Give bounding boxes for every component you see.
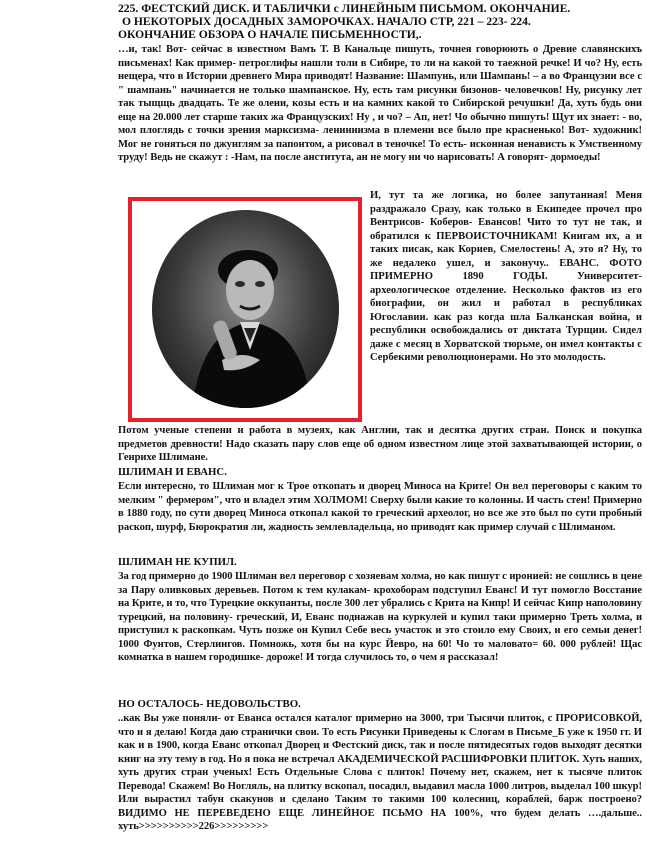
section-paragraph-discontent: ..как Вы уже поняли- от Еванса остался каталог примерно на 3000, три Тысячи плиток, с ПРОРИСОВКОЙ, что и я делаю! Когда даю странички свои. То есть Рисунки Приведены к Слогам в Письме_Б уже к 1950 гг. И как и в 1900, когда Еванс откопал Дворец и Фестский диск, так и после пятидесятых годов выходят десятки книг на эту тему в год. Но я пока не встречал АКАДЕМИЧЕСКОЙ РАСШИФРОВКИ ПЛИТОК. Хуть наших, хуть других стран ученых! Есть Отдельные Слова с плиток! Почему нет, скажем, нет к тысяче плиток Перевода! Скажем! Во Ногляль, на плитку вскопал, посадил, выдавил масла 1000 литров, выделал 100 шкур! Или вырастил табун скакунов и сделано Таким то такими 100 колесниц, кораблей, барж построено? ВИДИМО НЕ ПЕРЕВЕДЕНО ЕЩЕ ЛИНЕЙНОЕ ПСЬМО НА 100%, что будем делать ….дальше.. хуть>>>>>>>>>>226>>>>>>>>> bbox=[118, 713, 642, 832]
section-title-not-bought: ШЛИМАН НЕ КУПИЛ. bbox=[118, 556, 237, 568]
header-line-3: ОКОНЧАНИЕ ОБЗОРА О НАЧАЛЕ ПИСЬМЕННОСТИ,. bbox=[118, 28, 422, 42]
header-line-2: О НЕКОТОРЫХ ДОСАДНЫХ ЗАМОРОЧКАХ. НАЧАЛО СТР, 221 – 223- 224. bbox=[122, 15, 531, 29]
section-paragraph-not-bought: За год примерно до 1900 Шлиман вел переговор с хозяевам холма, но как пишут с иронией: не сошлись в цене за Пару оливковых деревьев. Потом к тем кулакам- крохоборам подступил Еванс! И тут помогло Восстание на Крите, и то, что Турецкие оккупанты, после 300 лет убрались с Крита на Кипр! И сейчас Кипр наполовину турецкий, на половину- греческий, И, Еванс поднажав на куркулей и купил таки примерно Треть холма, и приступил к раскопкам. Чуть позже он Купил Себе весь участок и это стоило ему Своих, и его семьи денег! 1000 Фунтов, Стерлингов. Помножь, хотя бы на курс Йевро, на 60! Чо то маловато= 60. 000 рублей! Щас комнатка в нашем городишке- дороже! И тогда случилось то, о чем я рассказал! bbox=[118, 571, 642, 663]
section-title-schliemann-evans: ШЛИМАН И ЕВАНС. bbox=[118, 466, 227, 478]
evans-photo-frame bbox=[128, 197, 362, 422]
page-header bbox=[118, 2, 640, 42]
header-line-1: 225. ФЕСТСКИЙ ДИСК. И ТАБЛИЧКИ с ЛИНЕЙНЫМ ПИСЬМОМ. ОКОНЧАНИЕ. bbox=[118, 2, 571, 15]
section-paragraph-schliemann-evans: Если интересно, то Шлиман мог к Трое откопать и дворец Миноса на Крите! Он вел переговоры с каким то мелким " фермером", что и владел этим ХОЛМОМ! Сверху были какие то колонны. И часть стен! Примерно в 1880 году, по сути дворец Миноса откопал какой то греческий археолог, но все же это был по сути пробный раскоп, шурф, Бюрократия ли, жадность землевладельца, но приводят как пример случай с Шлиманом. bbox=[118, 481, 642, 533]
portrait-silhouette bbox=[152, 210, 339, 408]
after-photo-paragraph: Потом ученые степени и работа в музеях, как Англии, так и десятка других стран. Поиск и покупка предметов древности! Надо сказать пару слов еще об одном известном лице этой захватывающей истории, о Генрихе Шлимане. bbox=[118, 425, 642, 463]
intro-paragraph: …и, так! Вот- сейчас в известном Вамъ Т. В Канальце пишуть, точнея говорюють о Древие славянскихъ письменах! Как пример- петроглифы нашли толи в Сибире, то ли на какой то таежной речке! И чо? Ну, есть нещера, что в Истории древнего Мира приводят! Название: Шампунь, или Шампань! – а во Французии все с " шампань" начинается не только шампанское. Ну, есть там рисунки бизонов- человечков! Ну, рисунку лет так тыщщь двадцать. Те же олени, козы есть и на камних какой то Сибирской речушки! Да, хуть будь они еще на 20.000 лет старше таких жа Французских! Ну , и чо? – Ап, нет! Чо обычно пишуть! Щут их знает: - во, мол плоглядь с точки зрения марксизма- лениннизма в племени все было пре красненько! Вот- художник! Мог не гоняться по джунглям за папонтом, а рисовал в теночке! То есть- исконная ненависть к Умственному труду! Ведь не скажут : -Нам, па после анститута, ан не могу ни чо нарисовать! А говорят- дормоеды! bbox=[118, 44, 642, 163]
evans-portrait-photo bbox=[152, 210, 339, 408]
section-title-discontent: НО ОСТАЛОСЬ- НЕДОВОЛЬСТВО. bbox=[118, 698, 301, 710]
side-paragraph: И, тут та же логика, но более запутанная! Меня раздражало Сразу, как только в Екипедее прочел про Вентрисов- Коберов- Евансов! Чито то тут не так, и обратился к ПЕРВОИСТОЧНИКАМ! Книгам их, а и таких писак, как Кориев, Смелостень! А, это я? Ну, то же недалеко ушел, и законучу.. ЕВАНС. ФОТО ПРИМЕРНО 1890 ГОДЫ. Университет- археологическое отделение. Несколько фактов из его биографии, он жил и работал в республиках Югославии. как раз когда шла Балканская война, и республики освобождались от диктата Турщии. Сидел даже с месяц в Хорватской тюрьме, он имел контакты с Сербекими революционерами. Но это молодость. bbox=[370, 190, 642, 363]
